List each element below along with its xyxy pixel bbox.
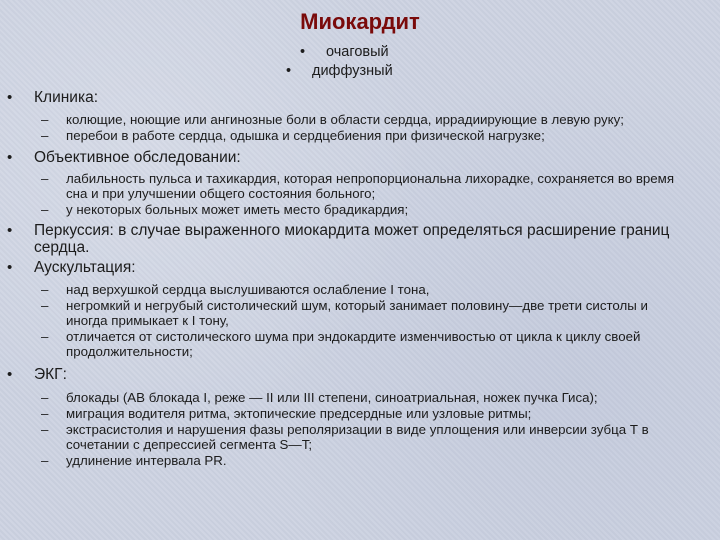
list-item [0,171,720,201]
slide-title: Миокардит [300,9,420,34]
list-item [0,390,720,405]
auscultation-sublist [0,282,720,359]
list-item-text: колющие, ноющие или ангинозные боли в области сердца, иррадиирующие в левую руку; [66,111,624,127]
type-item [286,62,393,81]
bullet-icon: • [7,89,13,106]
exam-sublist [0,171,720,217]
section-heading-clinic [0,90,720,107]
section-heading-text: Клиника: [34,89,98,106]
list-item-text: экстрасистолия и нарушения фазы реполяризации в виде уплощения или инверсии зубца Т в сочетании с депрессией сегмента S—T; [66,422,649,452]
list-item-text: удлинение интервала PR. [66,453,227,468]
dash-icon: – [41,422,49,437]
list-item-text: перебои в работе сердца, одышка и сердцебиения при физической нагрузке; [66,127,545,143]
list-item [0,422,720,452]
dash-icon: – [41,297,49,313]
ecg-sublist [0,390,720,468]
bullet-icon: • [7,259,13,276]
bullet-icon: • [7,148,13,166]
list-item [0,112,720,127]
bullet-icon: • [7,365,13,383]
section-heading-ecg [0,367,720,384]
myocarditis-types-list [286,43,393,81]
section-heading-percussion [0,223,720,256]
list-item [0,406,720,421]
section-heading-text: ЭКГ: [34,365,67,383]
list-item [0,298,720,328]
list-item [0,282,720,297]
list-item-text: отличается от систолического шума при эндокардите изменчивостью от цикла к циклу своей продолжительности; [66,328,641,359]
dash-icon: – [41,281,49,297]
slide-content [0,86,720,469]
dash-icon: – [41,453,49,468]
bullet-icon: • [300,44,306,60]
dash-icon: – [41,328,49,344]
type-item [300,43,407,62]
dash-icon: – [41,406,49,421]
list-item [0,202,720,217]
list-item-text: лабильность пульса и тахикардия, которая непропорциональна лихорадке, сохраняется во время сна и при улучшении общего состояния больного; [66,171,675,201]
dash-icon: – [41,127,49,143]
clinic-sublist [0,112,720,143]
list-item-text: над верхушкой сердца выслушиваются ослабление I тона, [66,281,430,297]
list-item-text: блокады (АВ блокада I, реже — II или III степени, синоатриальная, ножек пучка Гиса); [66,390,598,405]
dash-icon: – [41,111,49,127]
type-label: диффузный [312,63,393,79]
list-item-text: у некоторых больных может иметь место брадикардия; [66,202,409,217]
bullet-icon: • [286,63,292,79]
list-item-text: негромкий и негрубый систолический шум, который занимает половину—две трети систолы и иногда примыкает к I тону, [66,297,648,328]
section-heading-text: Аускультация: [34,259,136,276]
section-heading-text: Перкуссия: в случае выраженного миокардита может определяться расширение границ сердца. [34,222,670,256]
list-item [0,453,720,468]
dash-icon: – [41,390,49,405]
section-heading-auscultation [0,260,720,277]
type-label: очаговый [326,44,389,60]
section-heading-text: Объективное обследовании: [34,148,241,166]
list-item [0,128,720,143]
list-item [0,329,720,359]
bullet-icon: • [7,222,13,239]
dash-icon: – [41,171,49,186]
dash-icon: – [41,202,49,217]
section-heading-exam [0,150,720,167]
list-item-text: миграция водителя ритма, эктопические предсердные или узловые ритмы; [66,406,532,421]
